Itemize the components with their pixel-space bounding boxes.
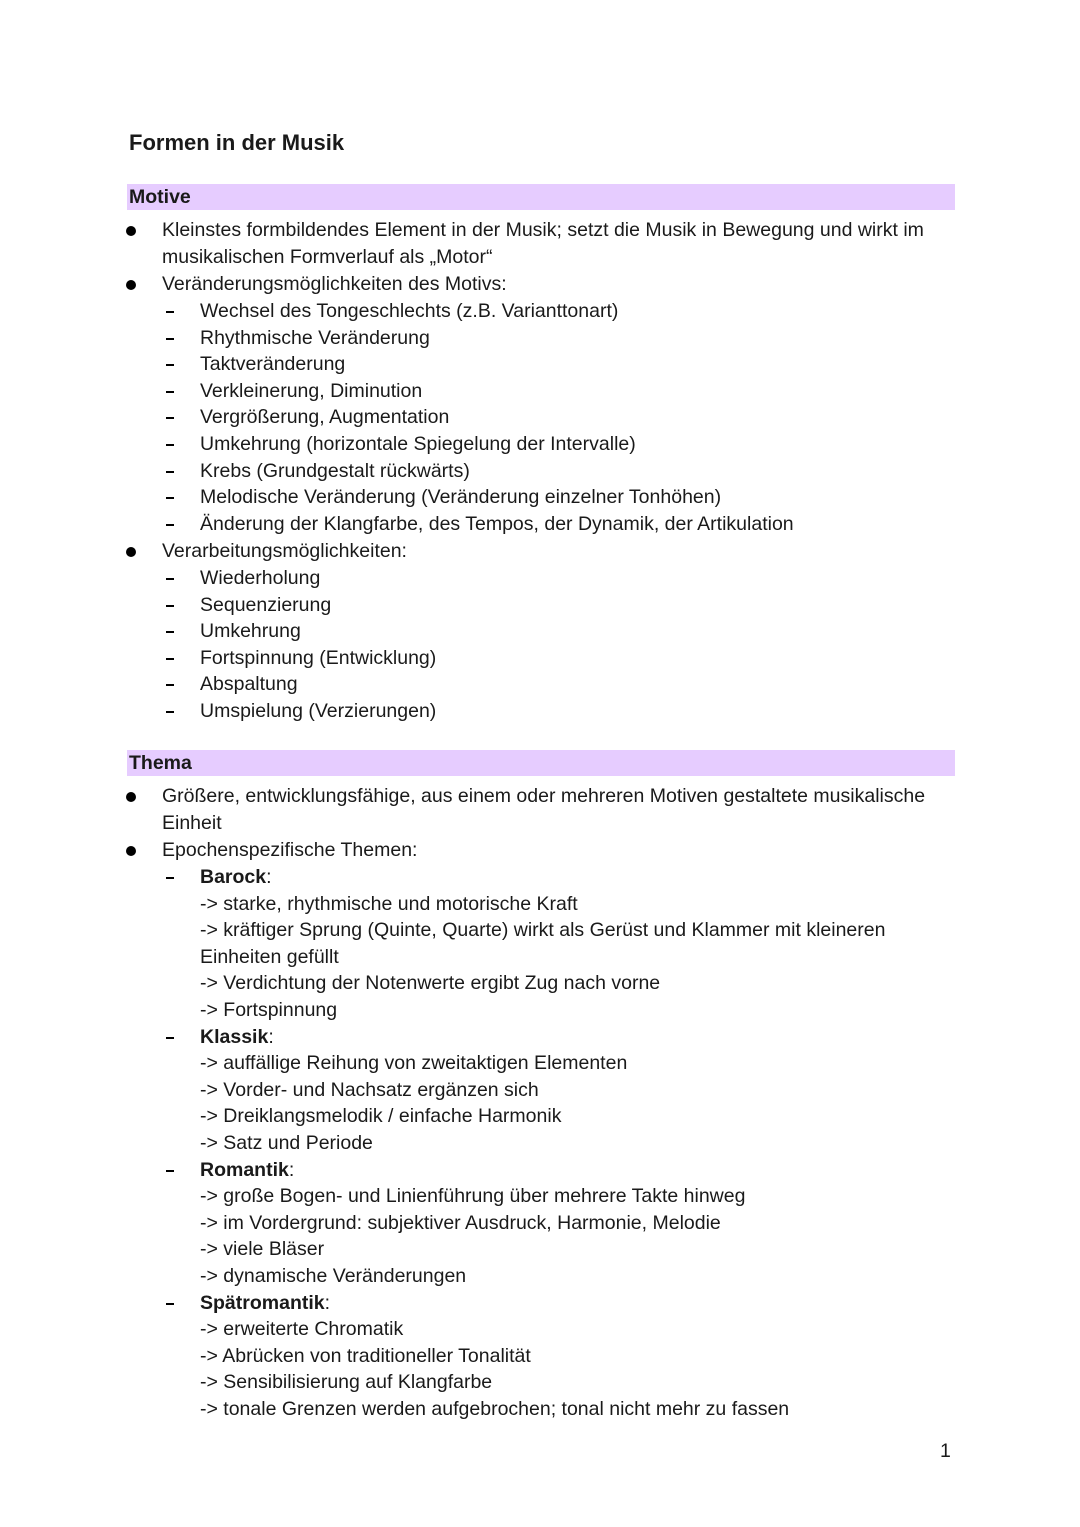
paragraph-line: Verarbeitungsmöglichkeiten: [162,540,407,562]
epoch-line: -> viele Bläser [200,1238,325,1260]
bullet-icon [126,280,136,290]
list-item: Umspielung (Verzierungen) [200,700,437,722]
list-item: Melodische Veränderung (Veränderung einzelner Tonhöhen) [200,486,722,508]
epoch-line: -> dynamische Veränderungen [200,1265,467,1287]
list-item: Abspaltung [200,673,298,695]
list-item: Umkehrung (horizontale Spiegelung der Intervalle) [200,433,636,455]
list-item: Umkehrung [200,620,301,642]
epoch-line: -> Vorder- und Nachsatz ergänzen sich [200,1079,539,1101]
epoch-line: -> starke, rhythmische und motorische Kraft [200,893,578,915]
dash-icon [166,605,174,607]
page-number: 1 [940,1440,951,1462]
dash-icon [166,1037,174,1039]
dash-icon [166,658,174,660]
epoch-name: Spätromantik [200,1292,325,1314]
epoch-line: -> tonale Grenzen werden aufgebrochen; tonal nicht mehr zu fassen [200,1398,790,1420]
paragraph-line: Größere, entwicklungsfähige, aus einem oder mehreren Motiven gestaltete musikalische [162,785,926,807]
page-title: Formen in der Musik [129,130,345,155]
epoch-line: -> auffällige Reihung von zweitaktigen Elementen [200,1052,628,1074]
epoch-line: -> im Vordergrund: subjektiver Ausdruck, Harmonie, Melodie [200,1212,721,1234]
bullet-icon [126,792,136,802]
section-heading: Thema [129,752,192,774]
epoch-line: -> kräftiger Sprung (Quinte, Quarte) wirkt als Gerüst und Klammer mit kleineren [200,919,886,941]
list-item: Wiederholung [200,567,321,589]
dash-icon [166,684,174,686]
paragraph-line: Kleinstes formbildendes Element in der Musik; setzt die Musik in Bewegung und wirkt im [162,219,924,241]
epoch-label-romantik [200,1157,294,1183]
epoch-name: Romantik [200,1159,289,1181]
bullet-icon [126,846,136,856]
list-item: Krebs (Grundgestalt rückwärts) [200,460,470,482]
bullet-icon [126,226,136,236]
dash-icon [166,1303,174,1305]
section-header-thema [127,750,955,776]
list-item: Fortspinnung (Entwicklung) [200,647,437,669]
epoch-name: Klassik [200,1026,269,1048]
epoch-line: -> große Bogen- und Linienführung über mehrere Takte hinweg [200,1185,746,1207]
epoch-name: Barock [200,866,267,888]
list-item: Wechsel des Tongeschlechts (z.B. Varianttonart) [200,300,619,322]
section-heading: Motive [129,186,191,208]
epoch-line: -> Verdichtung der Notenwerte ergibt Zug nach vorne [200,972,661,994]
list-item: Vergrößerung, Augmentation [200,406,450,428]
epoch-line: -> Dreiklangsmelodik / einfache Harmonik [200,1105,562,1127]
epoch-line: Einheiten gefüllt [200,946,339,968]
paragraph-line: Einheit [162,812,222,834]
dash-icon [166,311,174,313]
dash-icon [166,877,174,879]
dash-icon [166,711,174,713]
dash-icon [166,338,174,340]
dash-icon [166,417,174,419]
paragraph-line: musikalischen Formverlauf als „Motor“ [162,246,493,268]
epoch-line: -> Fortspinnung [200,999,338,1021]
epoch-line: -> Sensibilisierung auf Klangfarbe [200,1371,493,1393]
dash-icon [166,364,174,366]
colon: : [266,866,272,888]
dash-icon [166,471,174,473]
list-item: Änderung der Klangfarbe, des Tempos, der Dynamik, der Artikulation [200,513,794,535]
epoch-line: -> Satz und Periode [200,1132,373,1154]
dash-icon [166,524,174,526]
epoch-label-spaetromantik [200,1290,330,1316]
colon: : [288,1159,295,1181]
dash-icon [166,631,174,633]
dash-icon [166,444,174,446]
dash-icon [166,578,174,580]
list-item: Taktveränderung [200,353,346,375]
colon: : [324,1292,331,1314]
dash-icon [166,1170,174,1172]
colon: : [268,1026,274,1048]
bullet-icon [126,547,136,557]
list-item: Verkleinerung, Diminution [200,380,423,402]
section-header-motive [127,184,955,210]
list-item: Rhythmische Veränderung [200,327,430,349]
paragraph-line: Veränderungsmöglichkeiten des Motivs: [162,273,507,295]
epoch-line: -> erweiterte Chromatik [200,1318,404,1340]
epoch-label-klassik [200,1024,274,1050]
epoch-label-barock [200,864,272,890]
dash-icon [166,497,174,499]
paragraph-line: Epochenspezifische Themen: [162,839,418,861]
dash-icon [166,391,174,393]
epoch-line: -> Abrücken von traditioneller Tonalität [200,1345,531,1367]
list-item: Sequenzierung [200,594,332,616]
